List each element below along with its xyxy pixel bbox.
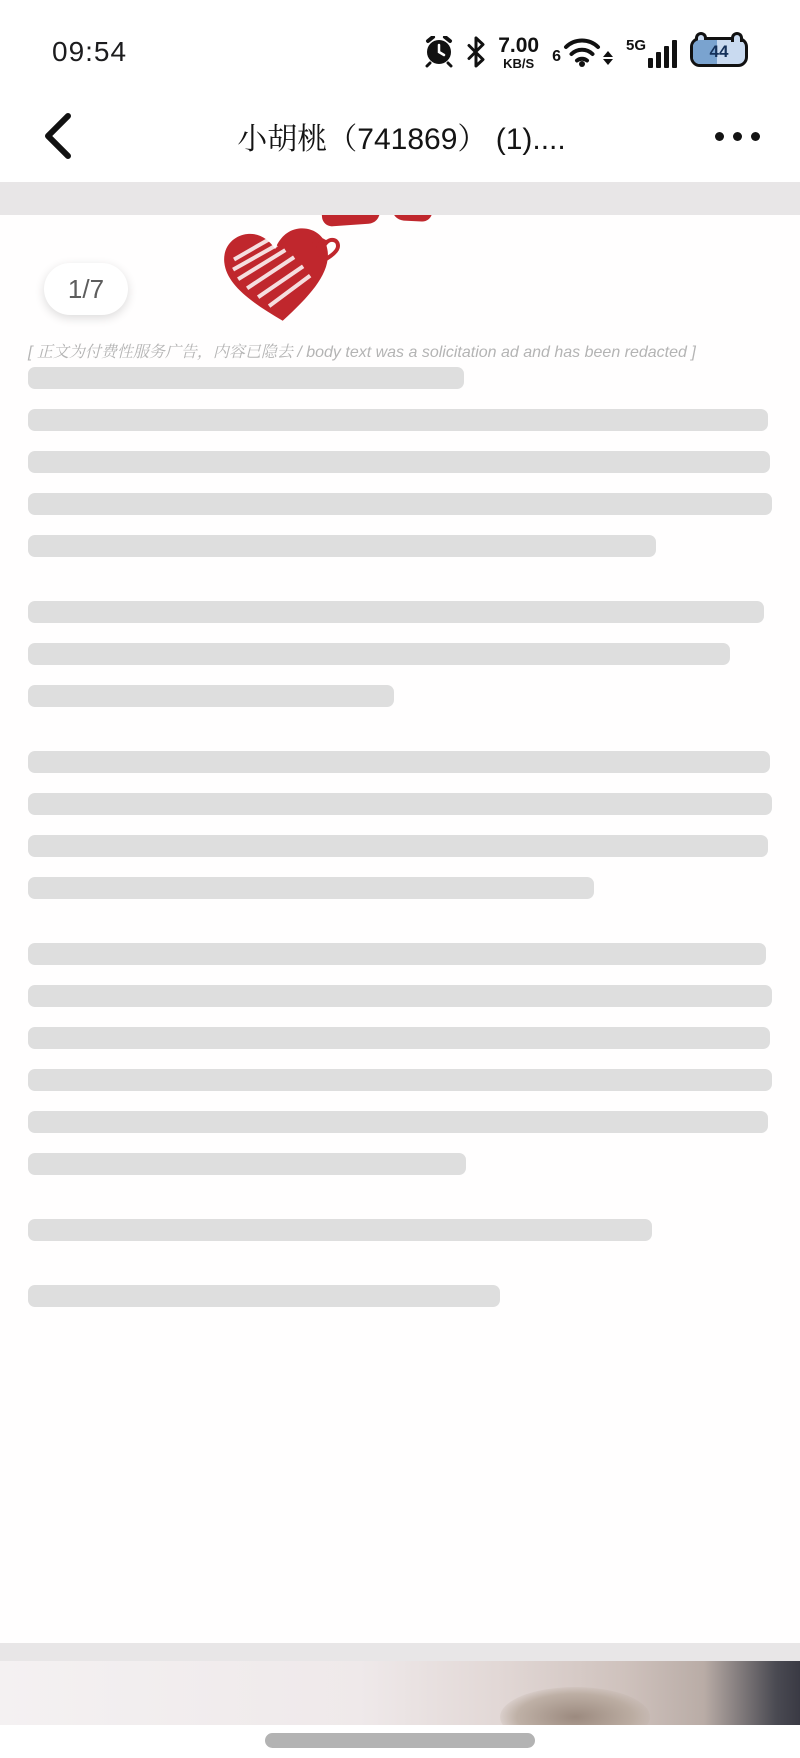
network-speed: 7.00 KB/S (498, 33, 540, 71)
redacted-paragraph (28, 1219, 772, 1241)
image-gap (0, 1643, 800, 1661)
redacted-text-line (28, 409, 768, 431)
bluetooth-icon (467, 36, 485, 68)
redacted-paragraph (28, 601, 772, 707)
redacted-text-line (28, 943, 766, 965)
redacted-text-line (28, 451, 770, 473)
back-button[interactable] (40, 108, 88, 164)
traffic-arrows-icon (603, 51, 613, 65)
redacted-text-line (28, 601, 764, 623)
redacted-paragraph (28, 751, 772, 899)
redacted-text-line (28, 751, 770, 773)
redacted-text-line (28, 835, 768, 857)
redacted-text-line (28, 1069, 772, 1091)
chevron-left-icon (40, 108, 74, 164)
redacted-text-line (28, 367, 464, 389)
ellipsis-icon (733, 132, 742, 141)
redacted-text-line (28, 685, 394, 707)
redacted-text-line (28, 1111, 768, 1133)
redacted-text-line (28, 1153, 466, 1175)
ellipsis-icon (751, 132, 760, 141)
redacted-text-line (28, 985, 772, 1007)
wifi-number: 6 (552, 48, 561, 65)
redacted-paragraph (28, 943, 772, 1175)
redacted-text-line (28, 793, 772, 815)
status-icons (424, 35, 748, 70)
redacted-paragraph (28, 367, 772, 557)
more-options-button[interactable] (715, 122, 760, 151)
heart-doodle-icon (218, 221, 348, 331)
redaction-notice: [ 正文为付费性服务广告，内容已隐去 / body text was a solicitation ad and has been redacted ] (28, 344, 696, 361)
redacted-text-line (28, 535, 656, 557)
nav-bar (0, 90, 800, 182)
redacted-text-line (28, 493, 772, 515)
alarm-icon (424, 36, 454, 68)
redacted-paragraph (28, 1285, 772, 1307)
redacted-text-line (28, 643, 730, 665)
home-indicator[interactable] (265, 1733, 535, 1748)
redacted-text-line (28, 1285, 500, 1307)
viewed-image[interactable] (0, 215, 800, 1758)
network-type-label: 5G (625, 36, 646, 54)
image-viewer (0, 182, 800, 1758)
next-image-preview[interactable] (0, 1661, 800, 1725)
wifi-icon (552, 37, 613, 67)
bottom-bar (0, 1725, 800, 1758)
redacted-body (28, 367, 772, 1351)
page-indicator-badge: 1/7 (44, 263, 128, 315)
status-bar (0, 0, 800, 90)
page-title: 小胡桃（741869） (1).... (237, 123, 566, 156)
redacted-text-line (28, 877, 594, 899)
signal-bars-icon (626, 37, 677, 68)
clock-time: 09:54 (52, 36, 128, 67)
battery-percent: 44 (709, 42, 729, 61)
ellipsis-icon (715, 132, 724, 141)
redacted-text-line (28, 1027, 770, 1049)
redacted-text-line (28, 1219, 652, 1241)
battery-icon (690, 37, 748, 67)
